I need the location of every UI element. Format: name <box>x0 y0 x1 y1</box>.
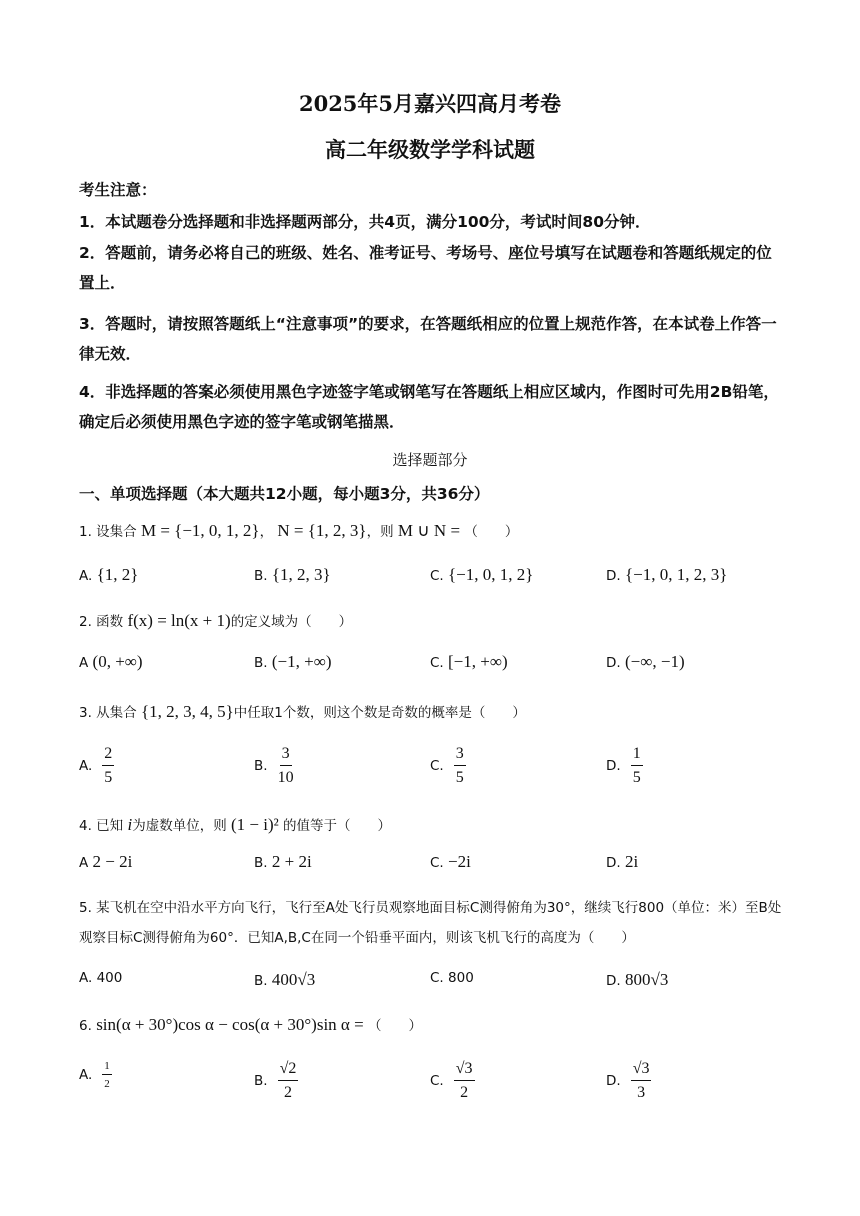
math-union: M ∪ N = <box>397 521 461 540</box>
stem-text: 2. 函数 <box>79 614 124 630</box>
stem-text: 1. 设集合 <box>79 524 137 540</box>
question-3-stem <box>79 701 526 722</box>
q4-option-b: B. 2 + 2i <box>254 852 312 871</box>
math-function: f(x) = ln(x + 1) <box>127 611 231 630</box>
stem-text: ，则 <box>366 524 394 540</box>
q1-option-c: C. {−1, 0, 1, 2} <box>430 565 534 584</box>
notice-item-2: 2．答题前，请务必将自己的班级、姓名、准考证号、考场号、座位号填写在试题卷和答题纸规定的位置上． <box>79 244 772 292</box>
q2-option-a: A (0, +∞) <box>79 652 143 671</box>
section-heading: 一、单项选择题（本大题共12小题，每小题3分，共36分） <box>79 485 490 503</box>
stem-text: （ ） <box>464 524 519 540</box>
stem-text: 中任取1个数，则这个数是奇数的概率是（ ） <box>233 705 526 721</box>
q3-option-a: A. $\frac{2}{5}$ <box>79 745 113 786</box>
part-title: 选择题部分 <box>392 451 468 469</box>
question-5-stem: 5. 某飞机在空中沿水平方向飞行，飞行至A处飞行员观察地面目标C测得俯角为30°，继续飞行800（单位：米）至B处观察目标C测得俯角为60°．已知A,B,C在同一个铅垂平面内，则该飞机飞行的高度为（ ） <box>79 900 782 946</box>
question-6-stem <box>79 1014 422 1035</box>
q1-option-b: B. {1, 2, 3} <box>254 565 331 584</box>
q4-option-c: C. −2i <box>430 852 471 871</box>
q6-option-d: D. $\frac{√3}{3}$ <box>606 1060 650 1101</box>
q6-option-b: B. $\frac{√2}{2}$ <box>254 1060 297 1101</box>
question-4-stem <box>79 814 391 835</box>
question-1-stem <box>79 520 518 541</box>
q2-option-c: C. [−1, +∞) <box>430 652 508 671</box>
stem-text: 的定义域为（ ） <box>230 614 353 630</box>
math-set-m: M = {−1, 0, 1, 2} <box>140 521 260 540</box>
math-expression: (1 − i)² <box>231 815 279 834</box>
math-imaginary-unit: i <box>127 815 133 834</box>
q1-option-a: A. {1, 2} <box>79 565 139 584</box>
stem-text: 4. 已知 <box>79 818 124 834</box>
notice-heading: 考生注意： <box>79 181 157 199</box>
question-2-stem <box>79 610 352 631</box>
q6-option-a: A. $\frac{1}{2}$ <box>79 1060 110 1090</box>
stem-text: 为虚数单位，则 <box>132 818 227 834</box>
q3-option-c: C. $\frac{3}{5}$ <box>430 745 464 786</box>
stem-text: 3. 从集合 <box>79 705 137 721</box>
q5-option-b: B. 400√3 <box>254 970 316 989</box>
exam-title: 2025年5月嘉兴四高月考卷 <box>298 91 562 116</box>
notice-item-4: 4．非选择题的答案必须使用黑色字迹签字笔或钢笔写在答题纸上相应区域内，作图时可先用2B铅笔，确定后必须使用黑色字迹的签字笔或钢笔描黑． <box>79 383 779 431</box>
stem-text: ， <box>259 524 274 540</box>
notice-item-1: 1．本试题卷分选择题和非选择题两部分，共4页，满分100分，考试时间80分钟． <box>79 213 651 231</box>
exam-subtitle: 高二年级数学学科试题 <box>325 137 535 162</box>
math-trig-expression: sin(α + 30°)cos α − cos(α + 30°)sin α = <box>96 1015 364 1034</box>
stem-text: 的值等于（ ） <box>283 818 392 834</box>
q2-option-b: B. (−1, +∞) <box>254 652 332 671</box>
q1-option-d: D. {−1, 0, 1, 2, 3} <box>606 565 728 584</box>
stem-text: 6. <box>79 1018 92 1034</box>
q3-option-b: B. $\frac{3}{10}$ <box>254 745 294 786</box>
q6-option-c: C. $\frac{√3}{2}$ <box>430 1060 473 1101</box>
math-set: {1, 2, 3, 4, 5} <box>140 702 234 721</box>
notice-item-3: 3．答题时，请按照答题纸上“注意事项”的要求，在答题纸相应的位置上规范作答，在本试卷上作答一律无效． <box>79 315 777 363</box>
q5-option-a: A. 400 <box>79 970 123 986</box>
q4-option-d: D. 2i <box>606 852 639 871</box>
q3-option-d: D. $\frac{1}{5}$ <box>606 745 641 786</box>
q5-option-c: C. 800 <box>430 970 474 986</box>
q4-option-a: A 2 − 2i <box>79 852 133 871</box>
q5-option-d: D. 800√3 <box>606 970 669 989</box>
q2-option-d: D. (−∞, −1) <box>606 652 685 671</box>
stem-text: （ ） <box>367 1018 422 1034</box>
math-set-n: N = {1, 2, 3} <box>277 521 367 540</box>
